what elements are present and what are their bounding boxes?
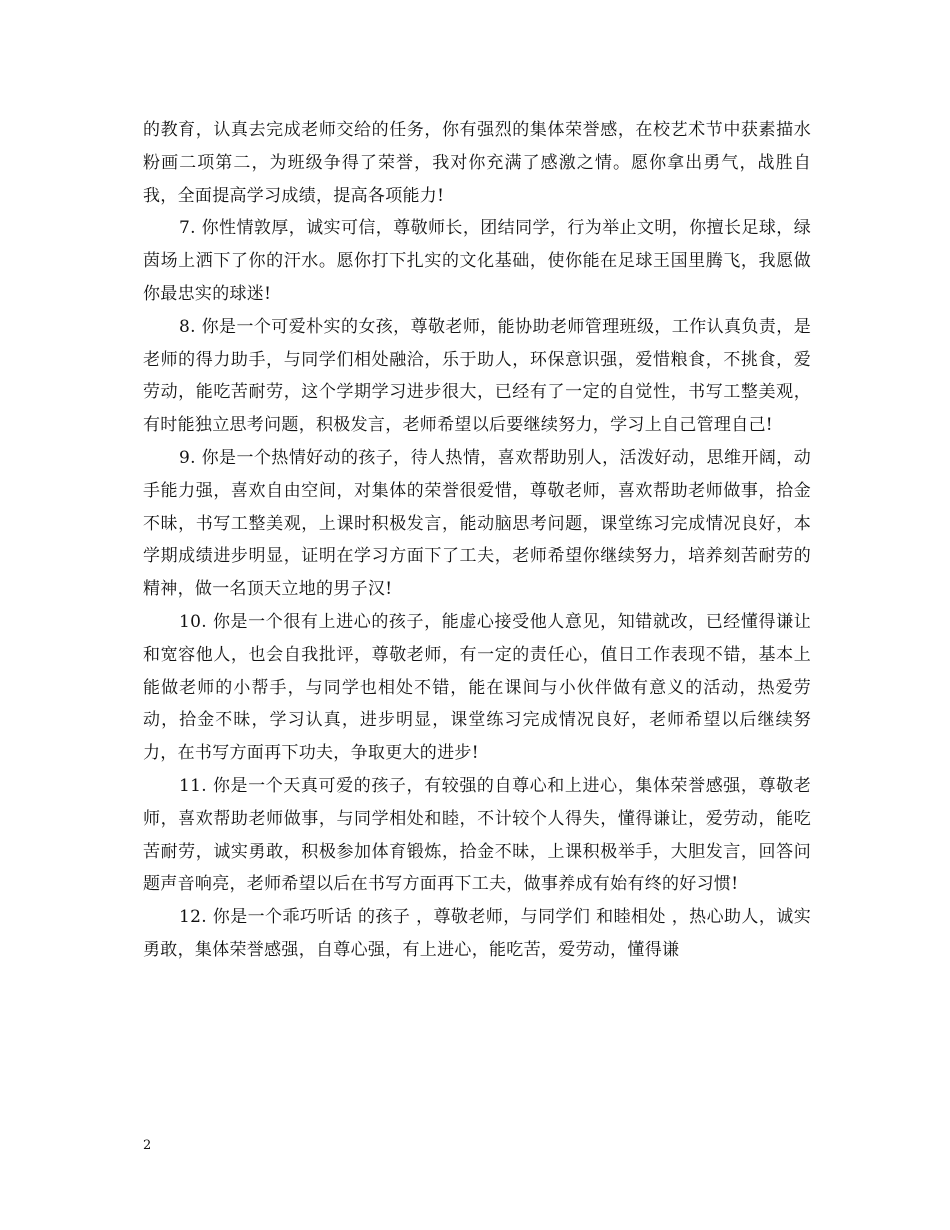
paragraph-comment-10: 10. 你是一个很有上进心的孩子，能虚心接受他人意见，知错就改，已经懂得谦让和宽容他人，也会自我批评，尊敬老师，有一定的责任心，值日工作表现不错，基本上能做老师的小帮手，与同学也相处不错，能在课间与小伙伴做有意义的活动，热爱劳动，拾金不昧，学习认真，进步明显，课堂练习完成情况良好，老师希望以后继续努力，在书写方面再下功夫，争取更大的进步! xyxy=(143,611,811,764)
paragraph-comment-9: 9. 你是一个热情好动的孩子，待人热情，喜欢帮助别人，活泼好动，思维开阔，动手能力强，喜欢自由空间，对集体的荣誉很爱惜，尊敬老师，喜欢帮助老师做事，拾金不昧，书写工整美观，上课时积极发言，能动脑思考问题，课堂练习完成情况良好，本学期成绩进步明显，证明在学习方面下了工夫，老师希望你继续努力，培养刻苦耐劳的精神，做一名顶天立地的男子汉! xyxy=(143,447,811,600)
page-number: 2 xyxy=(143,1138,152,1153)
paragraph-comment-7: 7. 你性情敦厚，诚实可信，尊敬师长，团结同学，行为举止文明，你擅长足球，绿茵场上洒下了你的汗水。愿你打下扎实的文化基础，使你能在足球王国里腾飞，我愿做你最忠实的球迷! xyxy=(143,218,811,304)
document-body xyxy=(143,114,811,967)
paragraph-comment-11: 11. 你是一个天真可爱的孩子，有较强的自尊心和上进心，集体荣誉感强，尊敬老师，喜欢帮助老师做事，与同学相处和睦，不计较个人得失，懂得谦让，爱劳动，能吃苦耐劳，诚实勇敢，积极参加体育锻炼，拾金不昧，上课积极举手，大胆发言，回答问题声音响亮，老师希望以后在书写方面再下工夫，做事养成有始有终的好习惯! xyxy=(143,775,811,895)
paragraph-comment-8: 8. 你是一个可爱朴实的女孩，尊敬老师，能协助老师管理班级，工作认真负责，是老师的得力助手，与同学们相处融洽，乐于助人，环保意识强，爱惜粮食，不挑食，爱劳动，能吃苦耐劳，这个学期学习进步很大，已经有了一定的自觉性，书写工整美观，有时能独立思考问题，积极发言，老师希望以后要继续努力，学习上自己管理自己! xyxy=(143,316,811,436)
paragraph-comment-12: 12. 你是一个乖巧听话 的孩子 ，尊敬老师，与同学们 和睦相处 ，热心助人，诚实勇敢，集体荣誉感强，自尊心强，有上进心，能吃苦，爱劳动，懂得谦 xyxy=(143,907,811,960)
paragraph-continued: 的教育，认真去完成老师交给的任务，你有强烈的集体荣誉感，在校艺术节中获素描水粉画二项第二，为班级争得了荣誉，我对你充满了感激之情。愿你拿出勇气，战胜自我，全面提高学习成绩，提高各项能力! xyxy=(143,120,811,206)
